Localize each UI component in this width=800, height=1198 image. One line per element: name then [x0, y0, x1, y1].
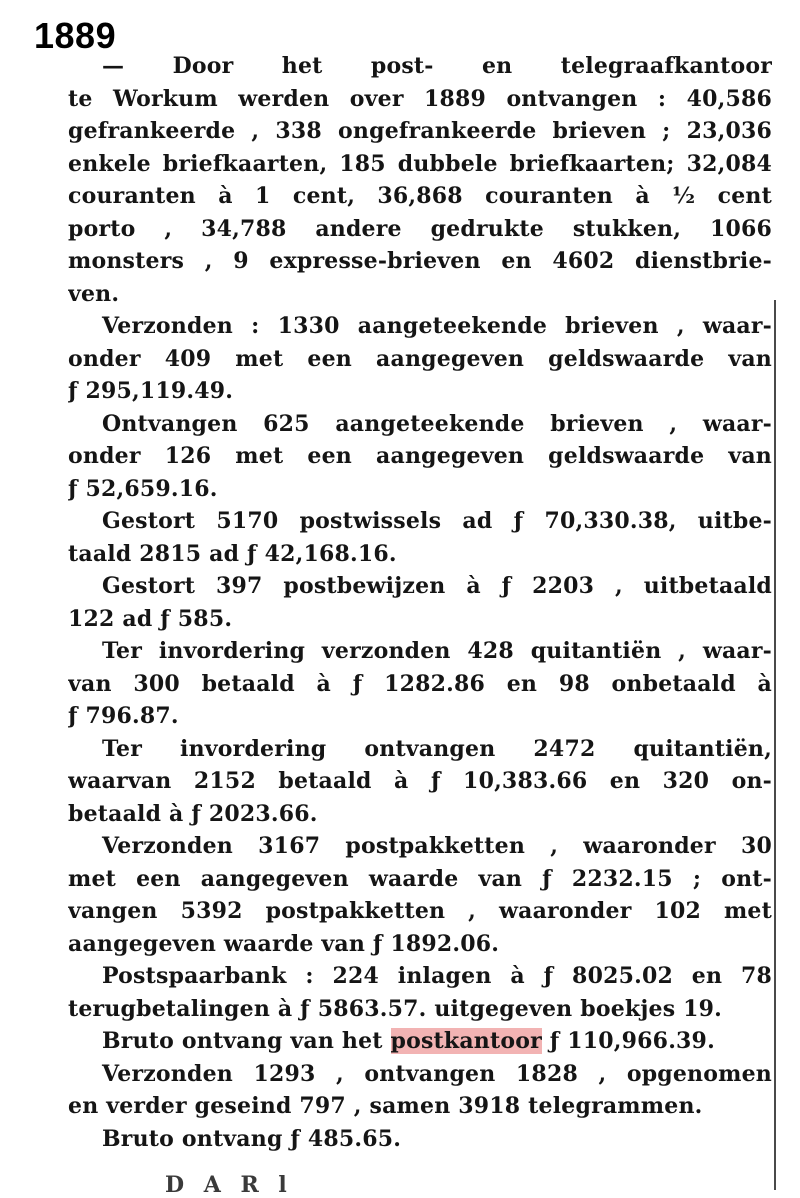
- article-line: waarvan 2152 betaald à ƒ 10,383.66 en 320 on-: [68, 768, 772, 794]
- article-line: betaald à ƒ 2023.66.: [68, 800, 318, 827]
- article-line: Verzonden 3167 postpakketten , waaronder 30: [102, 833, 772, 859]
- line-text: Bruto ontvang van het: [102, 1028, 391, 1054]
- article-line: gefrankeerde , 338 ongefrankeerde brieven ; 23,036: [68, 118, 772, 144]
- article-line: onder 126 met een aangegeven geldswaarde van: [68, 443, 772, 469]
- article-line: aangegeven waarde van ƒ 1892.06.: [68, 930, 500, 957]
- article-line: Ter invordering ontvangen 2472 quitantiën,: [102, 735, 772, 762]
- line-text-after: ƒ 110,966.39.: [541, 1028, 715, 1054]
- article-line: ƒ 52,659.16.: [68, 475, 218, 502]
- article-line: te Workum werden over 1889 ontvangen : 40,586: [68, 85, 772, 112]
- next-article-heading-partial: D A R l: [165, 1172, 293, 1198]
- article-line: Gestort 397 postbewijzen à ƒ 2203 , uitbetaald: [102, 573, 772, 599]
- newspaper-article: [68, 50, 772, 1155]
- article-line: van 300 betaald à ƒ 1282.86 en 98 onbetaald à: [68, 670, 772, 697]
- article-line: ven.: [68, 280, 120, 307]
- article-line: Postspaarbank : 224 inlagen à ƒ 8025.02 en 78: [102, 963, 772, 989]
- article-line: monsters , 9 expresse-brieven en 4602 dienstbrie-: [68, 248, 772, 274]
- article-line: ƒ 796.87.: [68, 703, 179, 729]
- article-line: porto , 34,788 andere gedrukte stukken, 1066: [68, 215, 772, 242]
- article-line: 122 ad ƒ 585.: [68, 605, 233, 632]
- article-line: Verzonden 1293 , ontvangen 1828 , opgenomen: [102, 1060, 772, 1087]
- article-line: ƒ 295,119.49.: [68, 378, 234, 404]
- article-line: Gestort 5170 postwissels ad ƒ 70,330.38, uitbe-: [102, 508, 772, 534]
- article-line: terugbetalingen à ƒ 5863.57. uitgegeven boekjes 19.: [68, 995, 723, 1022]
- article-line: Ter invordering verzonden 428 quitantiën , waar-: [102, 638, 772, 664]
- article-line: enkele briefkaarten, 185 dubbele briefkaarten; 32,084: [68, 150, 772, 177]
- column-divider: [774, 300, 776, 1190]
- article-line: en verder geseind 797 , samen 3918 telegrammen.: [68, 1093, 703, 1119]
- year-label: 1889: [34, 15, 117, 56]
- article-line: — Door het post- en telegraafkantoor: [102, 53, 772, 79]
- article-line: taald 2815 ad ƒ 42,168.16.: [68, 540, 397, 567]
- article-line: vangen 5392 postpakketten , waaronder 102 met: [68, 898, 772, 924]
- article-line: [68, 1025, 772, 1058]
- article-line: Verzonden : 1330 aangeteekende brieven , waar-: [102, 313, 772, 339]
- highlighted-term: postkantoor: [390, 1028, 542, 1054]
- article-line: couranten à 1 cent, 36,868 couranten à ½ cent: [68, 183, 772, 209]
- article-line: onder 409 met een aangegeven geldswaarde van: [68, 345, 772, 372]
- article-line: Ontvangen 625 aangeteekende brieven , waar-: [102, 410, 772, 437]
- article-line: met een aangegeven waarde van ƒ 2232.15 ; ont-: [68, 865, 772, 892]
- article-line: Bruto ontvang ƒ 485.65.: [102, 1125, 402, 1152]
